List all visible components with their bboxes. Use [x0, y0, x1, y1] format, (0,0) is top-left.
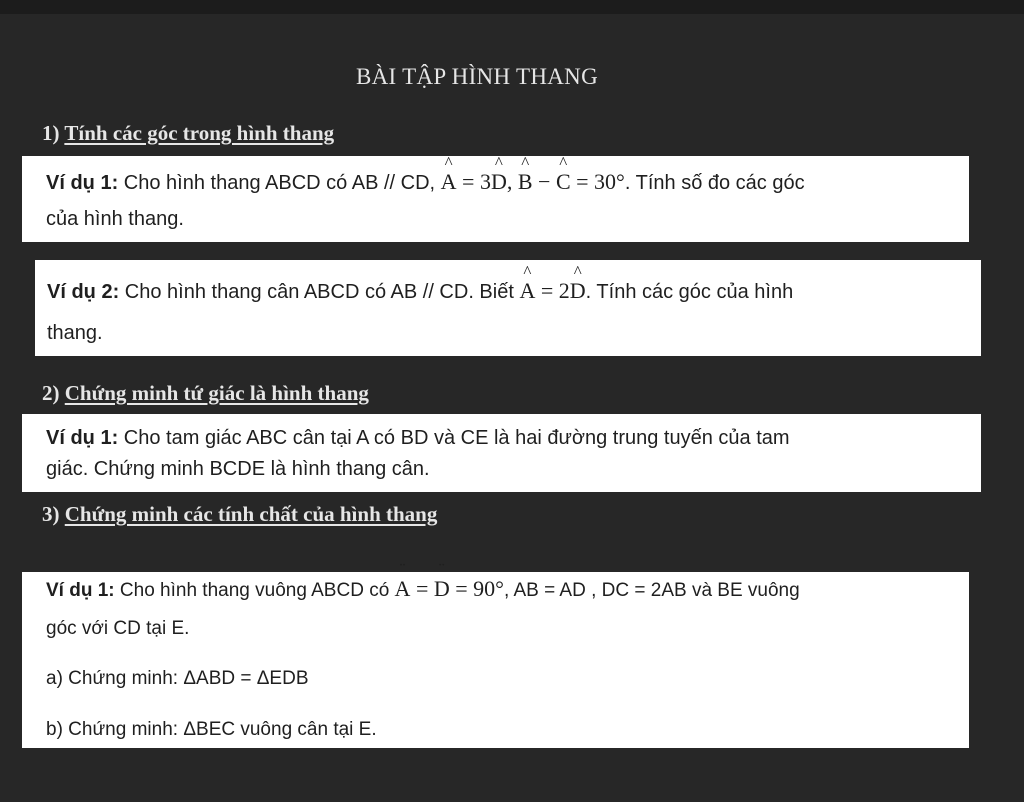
example-box-1-2 — [35, 260, 981, 356]
section-2-heading — [42, 381, 369, 406]
example-label: Ví dụ 2: — [47, 281, 120, 303]
section-1-heading — [42, 121, 334, 146]
example-text: Cho tam giác ABC cân tại A có BD và CE là hai đường trung tuyến của tam — [123, 427, 790, 449]
example-box-1-1 — [22, 156, 969, 242]
top-bar — [0, 0, 1024, 14]
example-text: Cho hình thang vuông ABCD có — [119, 580, 390, 601]
example-3-1-line2: góc với CD tại E. — [46, 618, 190, 639]
example-text-after: . Tính số đo các góc — [624, 172, 805, 194]
example-1-2-line1 — [47, 278, 793, 304]
section-3-title: Chứng minh các tính chất của hình thang — [64, 502, 438, 526]
example-label: Ví dụ 1: — [46, 172, 119, 194]
example-text-after: , AB = AD , DC = 2AB và BE vuông — [503, 580, 800, 601]
example-text-after: . Tính các góc của hình — [585, 281, 794, 303]
example-text: Cho hình thang ABCD có AB // CD, — [123, 172, 436, 194]
example-3-1-part-a: a) Chứng minh: ΔABD = ΔEDB — [46, 668, 309, 689]
example-text: Cho hình thang cân ABCD có AB // CD. Biết — [124, 281, 514, 303]
example-2-1-line2: giác. Chứng minh BCDE là hình thang cân. — [46, 458, 430, 480]
math-expression: ^ A = 2^ D — [519, 278, 585, 303]
example-box-2-1 — [22, 414, 981, 492]
section-1-number: 1) — [42, 121, 60, 145]
section-3-heading — [42, 502, 437, 527]
example-1-1-line1 — [46, 169, 805, 195]
example-2-1-line1 — [46, 427, 790, 450]
page-title: BÀI TẬP HÌNH THANG — [355, 64, 598, 89]
section-3-number: 3) — [42, 502, 60, 526]
math-expression: ^ A = 3^ D, ^ B − ^ C = 30° — [441, 169, 625, 194]
section-2-title: Chứng minh tứ giác là hình thang — [64, 381, 369, 405]
example-1-2-line2: thang. — [47, 322, 103, 344]
example-box-3-1 — [22, 572, 969, 748]
example-label: Ví dụ 1: — [46, 427, 119, 449]
section-2-number: 2) — [42, 381, 60, 405]
example-label: Ví dụ 1: — [46, 580, 115, 601]
example-3-1-line1 — [46, 576, 800, 602]
example-1-1-line2: của hình thang. — [46, 208, 184, 230]
example-3-1-part-b: b) Chứng minh: ΔBEC vuông cân tại E. — [46, 719, 377, 740]
math-expression: ¨ A = ¨ D = 90° — [395, 576, 504, 601]
section-1-title: Tính các góc trong hình thang — [64, 121, 335, 145]
